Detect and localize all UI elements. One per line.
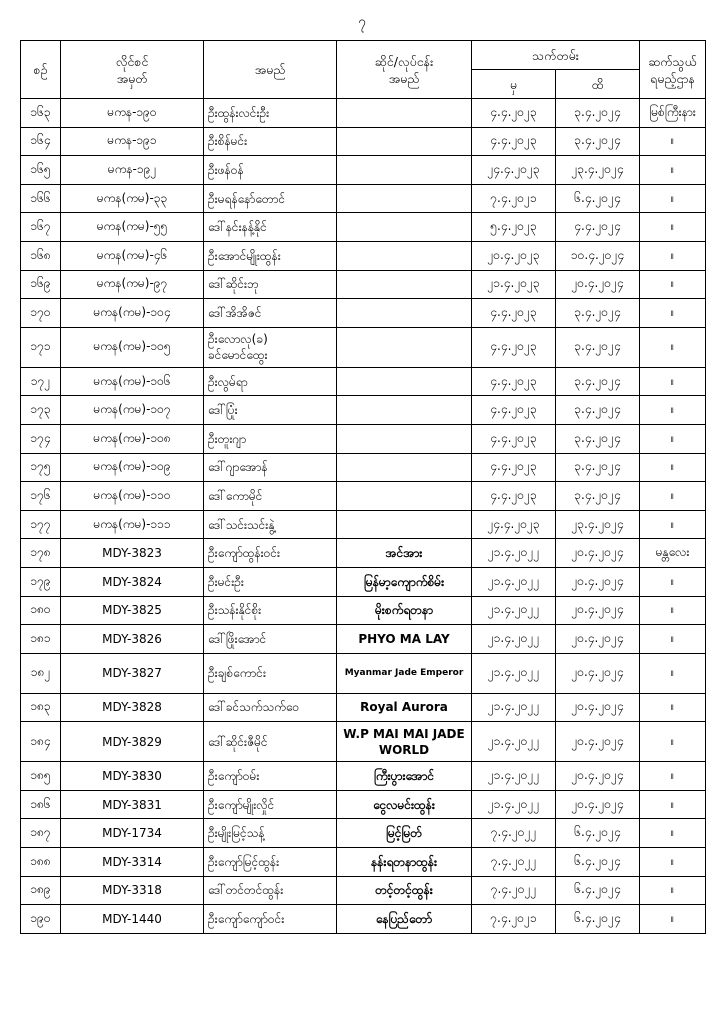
shop-name: မြန်မာ့ကျောက်စိမ်း xyxy=(337,567,472,596)
valid-to: ၃.၄.၂၀၂၄ xyxy=(556,327,640,367)
table-row xyxy=(21,327,706,367)
table-row xyxy=(21,184,706,213)
license-number: မကန(ကမ)-၉၇ xyxy=(61,270,204,299)
row-number: ၁၆၃ xyxy=(21,99,61,128)
shop-name: W.P MAI MAI JADE WORLD xyxy=(337,722,472,762)
license-number: မကန(ကမ)-၁၁၁ xyxy=(61,510,204,539)
row-number: ၁၆၇ xyxy=(21,213,61,242)
table-row xyxy=(21,762,706,791)
shop-name: နေပြည်တော် xyxy=(337,905,472,934)
valid-to: ၆.၄.၂၀၂၄ xyxy=(556,819,640,848)
row-number: ၁၈၈ xyxy=(21,848,61,877)
contact-office: ။ xyxy=(640,693,706,722)
shop-name xyxy=(337,396,472,425)
valid-to: ၂၀.၄.၂၀၂၄ xyxy=(556,625,640,654)
license-number: မကန(ကမ)-၁၁၀ xyxy=(61,482,204,511)
contact-office: ။ xyxy=(640,270,706,299)
holder-name: ဦးကျော်မြင့်ထွန်း xyxy=(204,848,337,877)
valid-to: ၂၀.၄.၂၀၂၄ xyxy=(556,567,640,596)
shop-name xyxy=(337,99,472,128)
shop-name xyxy=(337,213,472,242)
table-row xyxy=(21,270,706,299)
license-number: MDY-3826 xyxy=(61,625,204,654)
shop-name: အင်အား xyxy=(337,539,472,568)
contact-office: မန္တလေး xyxy=(640,539,706,568)
holder-name: ဒေါ်ဂျာအောန် xyxy=(204,453,337,482)
license-number: မကန(ကမ)-၅၅ xyxy=(61,213,204,242)
header-period: သက်တမ်း xyxy=(472,41,640,70)
valid-from: ၅.၄.၂၀၂၃ xyxy=(472,213,556,242)
table-body xyxy=(21,99,706,934)
license-number: မကန(ကမ)-၁၀၆ xyxy=(61,367,204,396)
valid-from: ၄.၄.၂၀၂၃ xyxy=(472,453,556,482)
valid-from: ၇.၄.၂၀၂၂ xyxy=(472,876,556,905)
row-number: ၁၈၆ xyxy=(21,790,61,819)
license-number: MDY-3823 xyxy=(61,539,204,568)
license-number: MDY-3314 xyxy=(61,848,204,877)
row-number: ၁၈၂ xyxy=(21,653,61,693)
valid-to: ၃.၄.၂၀၂၄ xyxy=(556,424,640,453)
holder-name: ဦးကျော်ထွန်းဝင်း xyxy=(204,539,337,568)
license-table xyxy=(20,40,706,934)
valid-from: ၄.၄.၂၀၂၃ xyxy=(472,327,556,367)
license-number: မကန(ကမ)-၁၀၈ xyxy=(61,424,204,453)
row-number: ၁၈၀ xyxy=(21,596,61,625)
shop-name: Royal Aurora xyxy=(337,693,472,722)
license-number: မကန(ကမ)-၃၃ xyxy=(61,184,204,213)
shop-name: နန်းရတနာထွန်း xyxy=(337,848,472,877)
license-number: မကန(ကမ)-၁၀၅ xyxy=(61,327,204,367)
holder-name: ဒေါ်သင်းသင်းနွဲ့ xyxy=(204,510,337,539)
valid-from: ၄.၄.၂၀၂၃ xyxy=(472,367,556,396)
contact-office: ။ xyxy=(640,567,706,596)
valid-from: ၂၁.၄.၂၀၂၂ xyxy=(472,596,556,625)
valid-to: ၃.၄.၂၀၂၄ xyxy=(556,453,640,482)
valid-from: ၂၁.၄.၂၀၂၂ xyxy=(472,722,556,762)
holder-name: ဦးသန်းနိုင်စိုး xyxy=(204,596,337,625)
table-row xyxy=(21,876,706,905)
contact-office: ။ xyxy=(640,653,706,693)
table-row xyxy=(21,848,706,877)
holder-name: ဒေါ်ဆိုင်းဇီမိုင် xyxy=(204,722,337,762)
contact-office: ။ xyxy=(640,510,706,539)
valid-to: ၃.၄.၂၀၂၄ xyxy=(556,367,640,396)
valid-from: ၂၁.၄.၂၀၂၂ xyxy=(472,567,556,596)
valid-from: ၇.၄.၂၀၂၂ xyxy=(472,819,556,848)
holder-name: ဒေါ်နင်းနန့်နိုင် xyxy=(204,213,337,242)
contact-office: ။ xyxy=(640,482,706,511)
valid-to: ၆.၄.၂၀၂၄ xyxy=(556,184,640,213)
shop-name: ငွေလမင်းထွန်း xyxy=(337,790,472,819)
holder-name: ဒေါ်ခင်သက်သက်ဝေ xyxy=(204,693,337,722)
holder-name: ဒေါ်ပြုံး xyxy=(204,396,337,425)
holder-name: ဒေါ်အိအိဇင် xyxy=(204,299,337,328)
header-license: လိုင်စင် အမှတ် xyxy=(61,41,204,99)
table-row xyxy=(21,156,706,185)
row-number: ၁၈၁ xyxy=(21,625,61,654)
row-number: ၁၇၃ xyxy=(21,396,61,425)
contact-office: ။ xyxy=(640,596,706,625)
row-number: ၁၇၉ xyxy=(21,567,61,596)
holder-name: ဦးမျိုးမြင့်သန့် xyxy=(204,819,337,848)
valid-to: ၂၀.၄.၂၀၂၄ xyxy=(556,762,640,791)
license-number: MDY-3831 xyxy=(61,790,204,819)
valid-to: ၂၀.၄.၂၀၂၄ xyxy=(556,653,640,693)
row-number: ၁၇၂ xyxy=(21,367,61,396)
shop-name xyxy=(337,270,472,299)
table-row xyxy=(21,482,706,511)
valid-to: ၂၀.၄.၂၀၂၄ xyxy=(556,722,640,762)
holder-name: ဦးတူးဂျာ xyxy=(204,424,337,453)
shop-name: ကြီးပွားအောင် xyxy=(337,762,472,791)
valid-from: ၂၄.၄.၂၀၂၃ xyxy=(472,156,556,185)
contact-office: ။ xyxy=(640,299,706,328)
shop-name xyxy=(337,184,472,213)
row-number: ၁၇၆ xyxy=(21,482,61,511)
license-number: မကန-၁၉၀ xyxy=(61,99,204,128)
contact-office: ။ xyxy=(640,424,706,453)
table-row xyxy=(21,510,706,539)
valid-to: ၃.၄.၂၀၂၄ xyxy=(556,127,640,156)
contact-office: ။ xyxy=(640,156,706,185)
row-number: ၁၇၁ xyxy=(21,327,61,367)
contact-office: ။ xyxy=(640,790,706,819)
header-to: ထိ xyxy=(556,70,640,99)
license-number: MDY-3824 xyxy=(61,567,204,596)
shop-name xyxy=(337,367,472,396)
license-number: မကန(ကမ)-၄၆ xyxy=(61,241,204,270)
contact-office: ။ xyxy=(640,127,706,156)
table-header xyxy=(21,41,706,99)
row-number: ၁၈၃ xyxy=(21,693,61,722)
valid-to: ၂၀.၄.၂၀၂၄ xyxy=(556,596,640,625)
row-number: ၁၇၇ xyxy=(21,510,61,539)
valid-from: ၄.၄.၂၀၂၃ xyxy=(472,99,556,128)
shop-name xyxy=(337,127,472,156)
valid-from: ၂၁.၄.၂၀၂၂ xyxy=(472,790,556,819)
contact-office: ။ xyxy=(640,625,706,654)
shop-name: PHYO MA LAY xyxy=(337,625,472,654)
valid-to: ၃.၄.၂၀၂၄ xyxy=(556,299,640,328)
valid-to: ၂၀.၄.၂၀၂၄ xyxy=(556,790,640,819)
table-row xyxy=(21,453,706,482)
license-number: MDY-3825 xyxy=(61,596,204,625)
holder-name: ဦးမင်းဦး xyxy=(204,567,337,596)
contact-office: ။ xyxy=(640,327,706,367)
header-name: အမည် xyxy=(204,41,337,99)
row-number: ၁၆၉ xyxy=(21,270,61,299)
valid-from: ၄.၄.၂၀၂၃ xyxy=(472,482,556,511)
table-row xyxy=(21,722,706,762)
contact-office: ။ xyxy=(640,819,706,848)
valid-from: ၂၁.၄.၂၀၂၂ xyxy=(472,653,556,693)
holder-name: ဒေါ်ဆိုင်းဘု xyxy=(204,270,337,299)
table-row xyxy=(21,213,706,242)
shop-name: မိုးစက်ရတနာ xyxy=(337,596,472,625)
row-number: ၁၆၅ xyxy=(21,156,61,185)
valid-to: ၆.၄.၂၀၂၄ xyxy=(556,848,640,877)
shop-name xyxy=(337,424,472,453)
license-number: MDY-3827 xyxy=(61,653,204,693)
license-number: မကန(ကမ)-၁၀၇ xyxy=(61,396,204,425)
table-row xyxy=(21,905,706,934)
table-row xyxy=(21,396,706,425)
valid-from: ၄.၄.၂၀၂၃ xyxy=(472,396,556,425)
valid-to: ၂၃.၄.၂၀၂၄ xyxy=(556,156,640,185)
license-number: MDY-3830 xyxy=(61,762,204,791)
header-shop: ဆိုင်/လုပ်ငန်း အမည် xyxy=(337,41,472,99)
valid-from: ၂၁.၄.၂၀၂၂ xyxy=(472,762,556,791)
table-row xyxy=(21,539,706,568)
contact-office: ။ xyxy=(640,722,706,762)
valid-from: ၄.၄.၂၀၂၃ xyxy=(472,127,556,156)
row-number: ၁၆၈ xyxy=(21,241,61,270)
valid-to: ၆.၄.၂၀၂၄ xyxy=(556,905,640,934)
valid-to: ၃.၄.၂၀၂၄ xyxy=(556,396,640,425)
row-number: ၁၇၀ xyxy=(21,299,61,328)
valid-from: ၄.၄.၂၀၂၃ xyxy=(472,424,556,453)
contact-office: ။ xyxy=(640,762,706,791)
license-number: မကန(ကမ)-၁၀၉ xyxy=(61,453,204,482)
shop-name xyxy=(337,482,472,511)
table-row xyxy=(21,424,706,453)
valid-from: ၂၁.၄.၂၀၂၂ xyxy=(472,539,556,568)
shop-name xyxy=(337,156,472,185)
contact-office: ။ xyxy=(640,905,706,934)
shop-name: မြင့်မြတ် xyxy=(337,819,472,848)
contact-office: မြစ်ကြီးနား xyxy=(640,99,706,128)
contact-office: ။ xyxy=(640,453,706,482)
table-row xyxy=(21,653,706,693)
valid-to: ၂၀.၄.၂၀၂၄ xyxy=(556,270,640,299)
valid-from: ၂၁.၄.၂၀၂၃ xyxy=(472,270,556,299)
shop-name xyxy=(337,510,472,539)
contact-office: ။ xyxy=(640,184,706,213)
row-number: ၁၈၄ xyxy=(21,722,61,762)
row-number: ၁၇၅ xyxy=(21,453,61,482)
table-row xyxy=(21,596,706,625)
row-number: ၁၉၀ xyxy=(21,905,61,934)
row-number: ၁၇၈ xyxy=(21,539,61,568)
row-number: ၁၈၉ xyxy=(21,876,61,905)
valid-from: ၂၁.၄.၂၀၂၂ xyxy=(472,625,556,654)
row-number: ၁၆၆ xyxy=(21,184,61,213)
shop-name: Myanmar Jade Emperor xyxy=(337,653,472,693)
holder-name: ဒေါ်တင်တင်ထွန်း xyxy=(204,876,337,905)
contact-office: ။ xyxy=(640,241,706,270)
valid-from: ၂၄.၄.၂၀၂၃ xyxy=(472,510,556,539)
holder-name: ဒေါ်ဖြိုးအောင် xyxy=(204,625,337,654)
contact-office: ။ xyxy=(640,848,706,877)
table-row xyxy=(21,819,706,848)
table-row xyxy=(21,241,706,270)
row-number: ၁၆၄ xyxy=(21,127,61,156)
table-row xyxy=(21,567,706,596)
valid-from: ၇.၄.၂၀၂၁ xyxy=(472,905,556,934)
contact-office: ။ xyxy=(640,396,706,425)
holder-name: ဦးလွမ်ရာ xyxy=(204,367,337,396)
valid-from: ၂၁.၄.၂၀၂၂ xyxy=(472,693,556,722)
holder-name: ဦးကျော်ကျော်ဝင်း xyxy=(204,905,337,934)
holder-name: ဒေါ်ကောမိုင် xyxy=(204,482,337,511)
valid-to: ၂၀.၄.၂၀၂၄ xyxy=(556,693,640,722)
header-no: စဉ် xyxy=(21,41,61,99)
valid-from: ၇.၄.၂၀၂၂ xyxy=(472,848,556,877)
shop-name xyxy=(337,241,472,270)
shop-name xyxy=(337,327,472,367)
license-number: MDY-1734 xyxy=(61,819,204,848)
header-from: မှ xyxy=(472,70,556,99)
holder-name: ဦးဖန်ဝန် xyxy=(204,156,337,185)
holder-name: ဦးချစ်ကောင်း xyxy=(204,653,337,693)
contact-office: ။ xyxy=(640,876,706,905)
license-number: MDY-3828 xyxy=(61,693,204,722)
license-number: မကန-၁၉၁ xyxy=(61,127,204,156)
license-number: MDY-3318 xyxy=(61,876,204,905)
valid-to: ၃.၄.၂၀၂၄ xyxy=(556,482,640,511)
valid-to: ၃.၄.၂၀၂၄ xyxy=(556,99,640,128)
row-number: ၁၈၇ xyxy=(21,819,61,848)
valid-to: ၆.၄.၂၀၂၄ xyxy=(556,876,640,905)
valid-from: ၇.၄.၂၀၂၁ xyxy=(472,184,556,213)
shop-name xyxy=(337,453,472,482)
valid-from: ၂၀.၄.၂၀၂၃ xyxy=(472,241,556,270)
holder-name: ဦးလောလု(ခ) ခင်မောင်ထွေး xyxy=(204,327,337,367)
table-row xyxy=(21,127,706,156)
license-number: MDY-3829 xyxy=(61,722,204,762)
table-row xyxy=(21,367,706,396)
table-row xyxy=(21,693,706,722)
valid-from: ၄.၄.၂၀၂၃ xyxy=(472,299,556,328)
header-office: ဆက်သွယ် ရမည့်ဌာန xyxy=(640,41,706,99)
holder-name: ဦးအောင်မျိုးထွန်း xyxy=(204,241,337,270)
page-number: ၇ xyxy=(358,14,366,30)
row-number: ၁၈၅ xyxy=(21,762,61,791)
contact-office: ။ xyxy=(640,213,706,242)
valid-to: ၁၀.၄.၂၀၂၄ xyxy=(556,241,640,270)
contact-office: ။ xyxy=(640,367,706,396)
license-number: မကန-၁၉၂ xyxy=(61,156,204,185)
holder-name: ဦးထွန်းလင်းဦး xyxy=(204,99,337,128)
valid-to: ၂၃.၄.၂၀၂၄ xyxy=(556,510,640,539)
holder-name: ဦးကျော်မျိုးလှိုင် xyxy=(204,790,337,819)
holder-name: ဦးမရန်နော်တောင် xyxy=(204,184,337,213)
holder-name: ဦးစိန်မင်း xyxy=(204,127,337,156)
shop-name: တင့်တင့်ထွန်း xyxy=(337,876,472,905)
shop-name xyxy=(337,299,472,328)
row-number: ၁၇၄ xyxy=(21,424,61,453)
holder-name: ဦးကျော်ဝမ်း xyxy=(204,762,337,791)
valid-to: ၄.၄.၂၀၂၄ xyxy=(556,213,640,242)
license-number: မကန(ကမ)-၁၀၄ xyxy=(61,299,204,328)
valid-to: ၂၀.၄.၂၀၂၄ xyxy=(556,539,640,568)
table-row xyxy=(21,790,706,819)
table-row xyxy=(21,299,706,328)
table-row xyxy=(21,99,706,128)
license-number: MDY-1440 xyxy=(61,905,204,934)
table-row xyxy=(21,625,706,654)
